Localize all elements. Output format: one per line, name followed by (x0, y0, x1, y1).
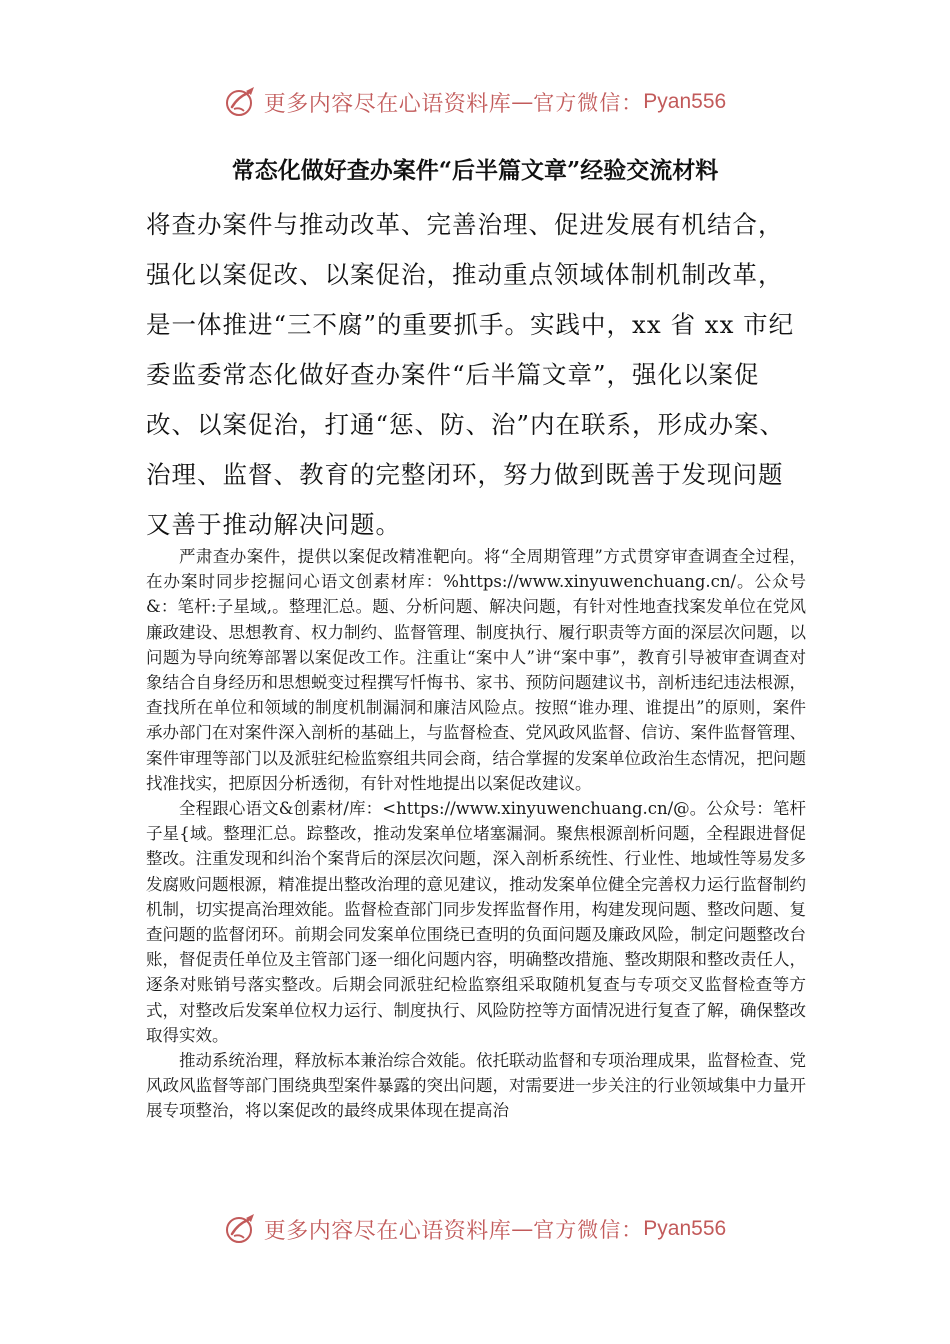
body-paragraph: 推动系统治理，释放标本兼治综合效能。依托联动监督和专项治理成果，监督检查、党风政风监督等部门围绕典型案件暴露的突出问题，对需要进一步关注的行业领域集中力量开展专项整治，将以案促改的最终成果体现在提高治 (146, 1051, 806, 1121)
banner-main-text: 更多内容尽在心语资料库 (263, 91, 512, 117)
banner-main-text: 更多内容尽在心语资料库 (263, 1218, 512, 1244)
banner-separator: — (511, 89, 534, 115)
lead-line: 治理、监督、教育的完整闭环，努力做到既善于发现问题 (146, 460, 784, 489)
lead-line: 强化以案促改、以案促治，推动重点领域体制机制改革， (146, 260, 784, 289)
pen-logo-icon (224, 1212, 258, 1246)
banner-separator: — (511, 1216, 534, 1242)
lead-line: 是一体推进“三不腐”的重要抓手。实践中，xx 省 xx 市纪 (146, 310, 795, 339)
body-paragraph: 严肃查办案件，提供以案促改精准靶向。将“全周期管理”方式贯穿审查调查全过程，在办案时同步挖掘问心语文创素材库：%https://www.xinyuwenchuang.cn/。公众号&：笔杆:子星域,。整理汇总。题、分析问题、解决问题，有针对性地查找案发单位在党风廉政建设、思想教育、权力制约、监督管理、制度执行、履行职责等方面的深层次问题，以问题为导向统筹部署以案促改工作。注重让“案中人”讲“案中事”，教育引导被审查调查对象结合自身经历和思想蜕变过程撰写忏悔书、家书、预防问题建议书，剖析违纪违法根源，查找所在单位和领域的制度机制漏洞和廉洁风险点。按照“谁办理、谁提出”的原则，案件承办部门在对案件深入剖析的基础上，与监督检查、党风政风监督、信访、案件监督管理、案件审理等部门以及派驻纪检监察组共同会商，结合掌握的发案单位政治生态情况，把问题找准找实，把原因分析透彻，有针对性地提出以案促改建议。 (146, 547, 806, 793)
header-banner[interactable] (0, 82, 950, 122)
banner-wechat-id: Pyan556 (643, 90, 727, 113)
document-body (146, 544, 806, 1124)
lead-line: 又善于推动解决问题。 (146, 510, 401, 539)
lead-line: 将查办案件与推动改革、完善治理、促进发展有机结合， (146, 210, 784, 239)
footer-banner[interactable] (0, 1209, 950, 1249)
lead-line: 委监委常态化做好查办案件“后半篇文章”，强化以案促 (146, 360, 760, 389)
banner-label: 官方微信： (533, 1218, 644, 1242)
document-title: 常态化做好查办案件“后半篇文章”经验交流材料 (231, 157, 719, 184)
pen-logo-icon (224, 85, 258, 119)
lead-line: 改、以案促治，打通“惩、防、治”内在联系，形成办案、 (146, 410, 786, 439)
body-paragraph: 全程跟心语文&创素材/库：<https://www.xinyuwenchuang.cn/@。公众号：笔杆子星{域。整理汇总。踪整改，推动发案单位堵塞漏洞。聚焦根源剖析问题，全程跟进督促整改。注重发现和纠治个案背后的深层次问题，深入剖析系统性、行业性、地域性等易发多发腐败问题根源，精准提出整改治理的意见建议，推动发案单位健全完善权力运行监督制约机制，切实提高治理效能。监督检查部门同步发挥监督作用，构建发现问题、整改问题、复查问题的监督闭环。前期会同发案单位围绕已查明的负面问题及廉政风险，制定问题整改台账，督促责任单位及主管部门逐一细化问题内容，明确整改措施、整改期限和整改责任人，逐条对账销号落实整改。后期会同派驻纪检监察组采取随机复查与专项交叉监督检查等方式，对整改后发案单位权力运行、制度执行、风险防控等方面情况进行复查了解，确保整改取得实效。 (146, 799, 806, 1045)
banner-wechat-id: Pyan556 (643, 1217, 727, 1240)
banner-label: 官方微信： (533, 91, 644, 115)
